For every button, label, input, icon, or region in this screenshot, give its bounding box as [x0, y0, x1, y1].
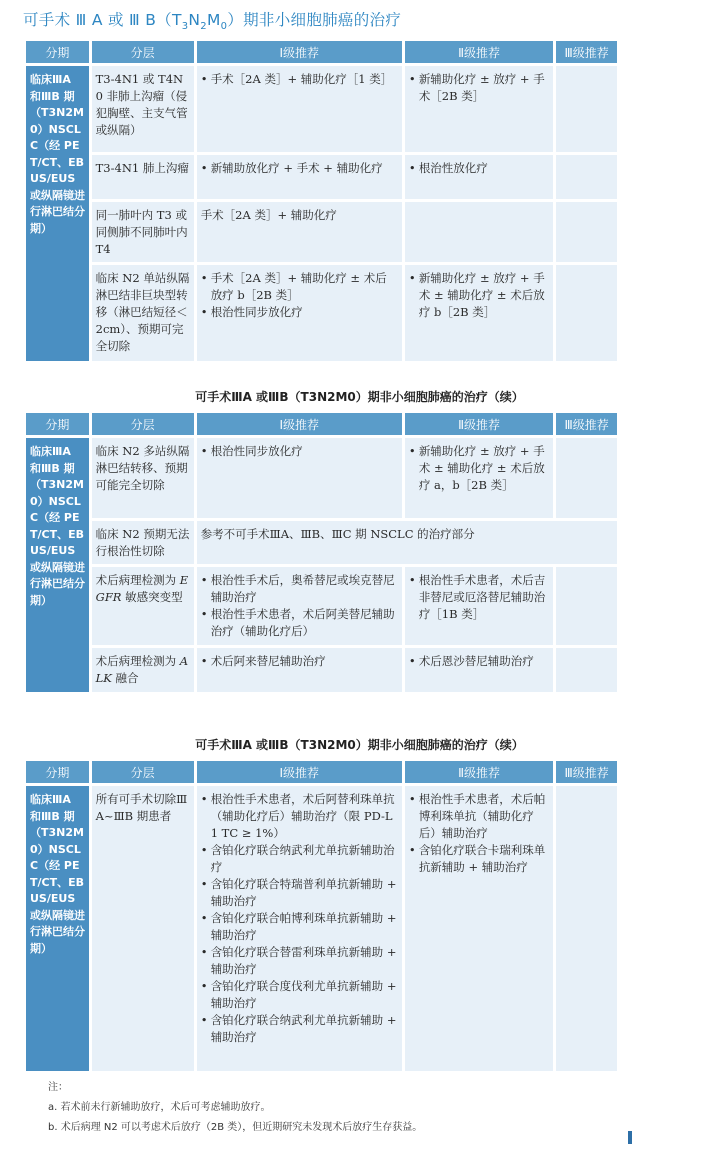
layer-cell: 临床 N2 预期无法行根治性切除: [92, 521, 194, 564]
gene-name: EGFR: [95, 573, 189, 604]
table-row: [26, 202, 617, 262]
treatment-table-3: [23, 758, 620, 1074]
list-item: • 含铂化疗联合纳武利尤单抗新辅助治疗: [201, 842, 398, 876]
list-item: • 新辅助化疗 ± 放疗 + 手术 ± 辅助化疗 ± 术后放疗 a，b［2B 类］: [409, 443, 550, 494]
list-item: • 手术［2A 类］+ 辅助化疗 ± 术后放疗 b［2B 类］: [201, 270, 398, 304]
list-item: • 根治性手术患者，术后吉非替尼或厄洛替尼辅助治疗［1B 类］: [409, 572, 550, 623]
table-row: [26, 648, 617, 692]
list-item: • 新辅助化疗 ± 放疗 + 手术［2B 类］: [409, 71, 550, 105]
level3-cell: [556, 786, 617, 1071]
header-stage: 分期: [26, 413, 89, 435]
level1-cell: [197, 567, 402, 645]
table-header-row: [26, 413, 617, 435]
level2-cell: [405, 567, 554, 645]
page-edge-mark: [628, 1131, 632, 1144]
list-item: • 含铂化疗联合帕博利珠单抗新辅助 + 辅助治疗: [201, 910, 398, 944]
note-a: a. 若术前未行新辅助放疗，术后可考虑辅助放疗。: [48, 1102, 271, 1113]
list-item: • 含铂化疗联合卡瑞利珠单抗新辅助 + 辅助治疗: [409, 842, 550, 876]
list-item: • 根治性手术后，奥希替尼或埃克替尼辅助治疗: [201, 572, 398, 606]
span-note-cell: 参考不可手术ⅢA、ⅢB、ⅢC 期 NSCLC 的治疗部分: [197, 521, 617, 564]
level1-cell: [197, 648, 402, 692]
layer-text: 术后病理检测为: [95, 573, 180, 587]
list-item: • 根治性手术患者，术后阿美替尼辅助治疗（辅助化疗后）: [201, 606, 398, 640]
list-item: • 含铂化疗联合纳武利尤单抗新辅助 + 辅助治疗: [201, 1012, 398, 1046]
layer-text: 融合: [111, 671, 139, 685]
level3-cell: [556, 155, 617, 199]
header-level3: Ⅲ级推荐: [556, 413, 617, 435]
layer-cell: T3-4N1 或 T4N0 非肺上沟瘤（侵犯胸壁、主支气管或纵隔）: [92, 66, 194, 152]
list-item: • 根治性同步放化疗: [201, 443, 398, 460]
level1-cell: [197, 155, 402, 199]
layer-cell: T3-4N1 肺上沟瘤: [92, 155, 194, 199]
continued-title-2: 可手术ⅢA 或ⅢB（T3N2M0）期非小细胞肺癌的治疗（续）: [195, 738, 524, 752]
list-item: • 含铂化疗联合特瑞普利单抗新辅助 + 辅助治疗: [201, 876, 398, 910]
header-layer: 分层: [92, 413, 194, 435]
level1-cell: [197, 438, 402, 518]
level2-cell: [405, 202, 554, 262]
level2-cell: [405, 265, 554, 361]
level3-cell: [556, 648, 617, 692]
header-layer: 分层: [92, 41, 194, 63]
table-row: [26, 567, 617, 645]
layer-text: 敏感突变型: [121, 590, 183, 604]
note-b: b. 术后病理 N2 可以考虑术后放疗（2B 类），但近期研究未发现术后放疗生存获益。: [48, 1122, 423, 1133]
list-item: • 手术［2A 类］+ 辅助化疗［1 类］: [201, 71, 398, 88]
layer-text: 术后病理检测为: [95, 654, 180, 668]
level1-cell: [197, 786, 402, 1071]
list-item: • 根治性手术患者，术后阿替利珠单抗（辅助化疗后）辅助治疗（限 PD-L1 TC ≥ 1%）: [201, 791, 398, 842]
list-item: • 根治性放化疗: [409, 160, 550, 177]
layer-cell: [92, 648, 194, 692]
level3-cell: [556, 567, 617, 645]
continued-title-1: 可手术ⅢA 或ⅢB（T3N2M0）期非小细胞肺癌的治疗（续）: [195, 390, 524, 404]
layer-cell: 同一肺叶内 T3 或同侧肺不同肺叶内 T4: [92, 202, 194, 262]
level3-cell: [556, 66, 617, 152]
header-stage: 分期: [26, 761, 89, 783]
treatment-table-1: [23, 38, 620, 364]
header-stage: 分期: [26, 41, 89, 63]
list-item: • 含铂化疗联合度伐利尤单抗新辅助 + 辅助治疗: [201, 978, 398, 1012]
list-item: • 术后阿来替尼辅助治疗: [201, 653, 398, 670]
header-level1: Ⅰ级推荐: [197, 761, 402, 783]
level2-cell: [405, 155, 554, 199]
table-row: [26, 265, 617, 361]
header-level2: Ⅱ级推荐: [405, 41, 554, 63]
table-row: [26, 786, 617, 1071]
level3-cell: [556, 438, 617, 518]
level1-cell: [197, 265, 402, 361]
header-layer: 分层: [92, 761, 194, 783]
level3-cell: [556, 202, 617, 262]
page-title: 可手术 Ⅲ A 或 Ⅲ $B(T_3N_2M_0)$期非小细胞肺癌的治疗: [23, 11, 402, 33]
header-level1: Ⅰ级推荐: [197, 413, 402, 435]
table-row: [26, 521, 617, 564]
layer-cell: 临床 N2 多站纵隔淋巴结转移、预期可能完全切除: [92, 438, 194, 518]
footnotes: [48, 1078, 422, 1138]
table-row: [26, 438, 617, 518]
header-level1: Ⅰ级推荐: [197, 41, 402, 63]
stage-cell: 临床ⅢA 和ⅢB 期（T3N2M0）NSCLC（经 PET/CT、EBUS/EUS 或纵隔镜进行淋巴结分期）: [26, 786, 89, 1071]
table-header-row: [26, 761, 617, 783]
header-level2: Ⅱ级推荐: [405, 761, 554, 783]
gene-name: ALK: [95, 654, 189, 685]
table-row: [26, 155, 617, 199]
list-item: • 含铂化疗联合替雷利珠单抗新辅助 + 辅助治疗: [201, 944, 398, 978]
notes-label: 注：: [48, 1082, 68, 1093]
layer-cell: 临床 N2 单站纵隔淋巴结非巨块型转移（淋巴结短径＜2cm）、预期可完全切除: [92, 265, 194, 361]
level3-cell: [556, 265, 617, 361]
header-level3: Ⅲ级推荐: [556, 761, 617, 783]
level2-cell: [405, 66, 554, 152]
table-header-row: [26, 41, 617, 63]
layer-cell: [92, 567, 194, 645]
header-level3: Ⅲ级推荐: [556, 41, 617, 63]
stage-cell: 临床ⅢA 和ⅢB 期（T3N2M0）NSCLC（经 PET/CT、EBUS/EUS 或纵隔镜进行淋巴结分期）: [26, 66, 89, 361]
list-item: • 新辅助化疗 ± 放疗 + 手术 ± 辅助化疗 ± 术后放疗 b［2B 类］: [409, 270, 550, 321]
list-item: • 根治性手术患者，术后帕博利珠单抗（辅助化疗后）辅助治疗: [409, 791, 550, 842]
layer-cell: 所有可手术切除ⅢA~ⅢB 期患者: [92, 786, 194, 1071]
stage-cell: 临床ⅢA 和ⅢB 期（T3N2M0）NSCLC（经 PET/CT、EBUS/EUS 或纵隔镜进行淋巴结分期）: [26, 438, 89, 692]
level1-cell: [197, 66, 402, 152]
list-item: • 新辅助放化疗 + 手术 + 辅助化疗: [201, 160, 398, 177]
level2-cell: [405, 786, 554, 1071]
level2-cell: [405, 438, 554, 518]
header-level2: Ⅱ级推荐: [405, 413, 554, 435]
list-item: • 术后恩沙替尼辅助治疗: [409, 653, 550, 670]
treatment-table-2: [23, 410, 620, 695]
table-row: [26, 66, 617, 152]
level2-cell: [405, 648, 554, 692]
level1-cell: 手术［2A 类］+ 辅助化疗: [197, 202, 402, 262]
list-item: • 根治性同步放化疗: [201, 304, 398, 321]
